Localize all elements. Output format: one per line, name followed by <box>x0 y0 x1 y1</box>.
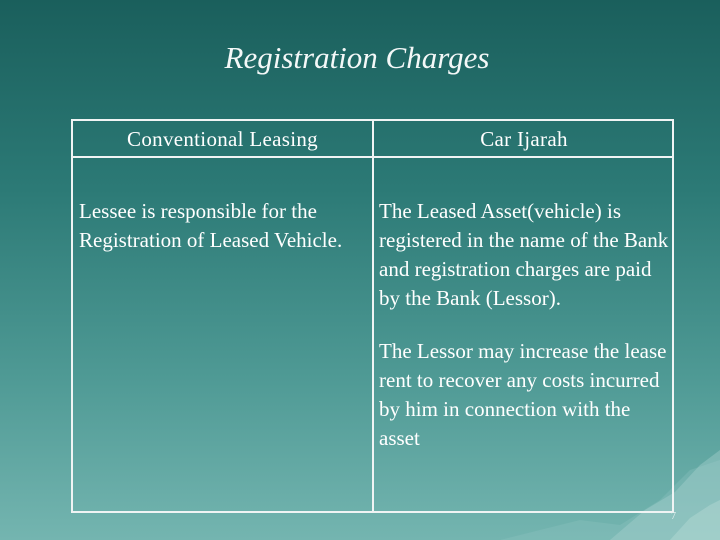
slide-title: Registration Charges <box>224 40 490 75</box>
column-divider <box>372 121 374 511</box>
conventional-leasing-cell: Lessee is responsible for the Registration of Leased Vehicle. <box>79 199 343 252</box>
ijarah-paragraph-lease-rent: The Lessor may increase the lease rent to recover any costs incurred by him in connection with the asset <box>379 339 667 450</box>
car-ijarah-cell <box>379 197 675 477</box>
ijarah-paragraph-registration: The Leased Asset(vehicle) is registered in the name of the Bank and registration charges are paid by the Bank (Lessor). <box>379 199 669 310</box>
header-car-ijarah: Car Ijarah <box>480 127 568 151</box>
comparison-table <box>71 119 674 513</box>
page-number: 7 <box>671 511 676 522</box>
header-conventional-leasing: Conventional Leasing <box>127 127 318 151</box>
